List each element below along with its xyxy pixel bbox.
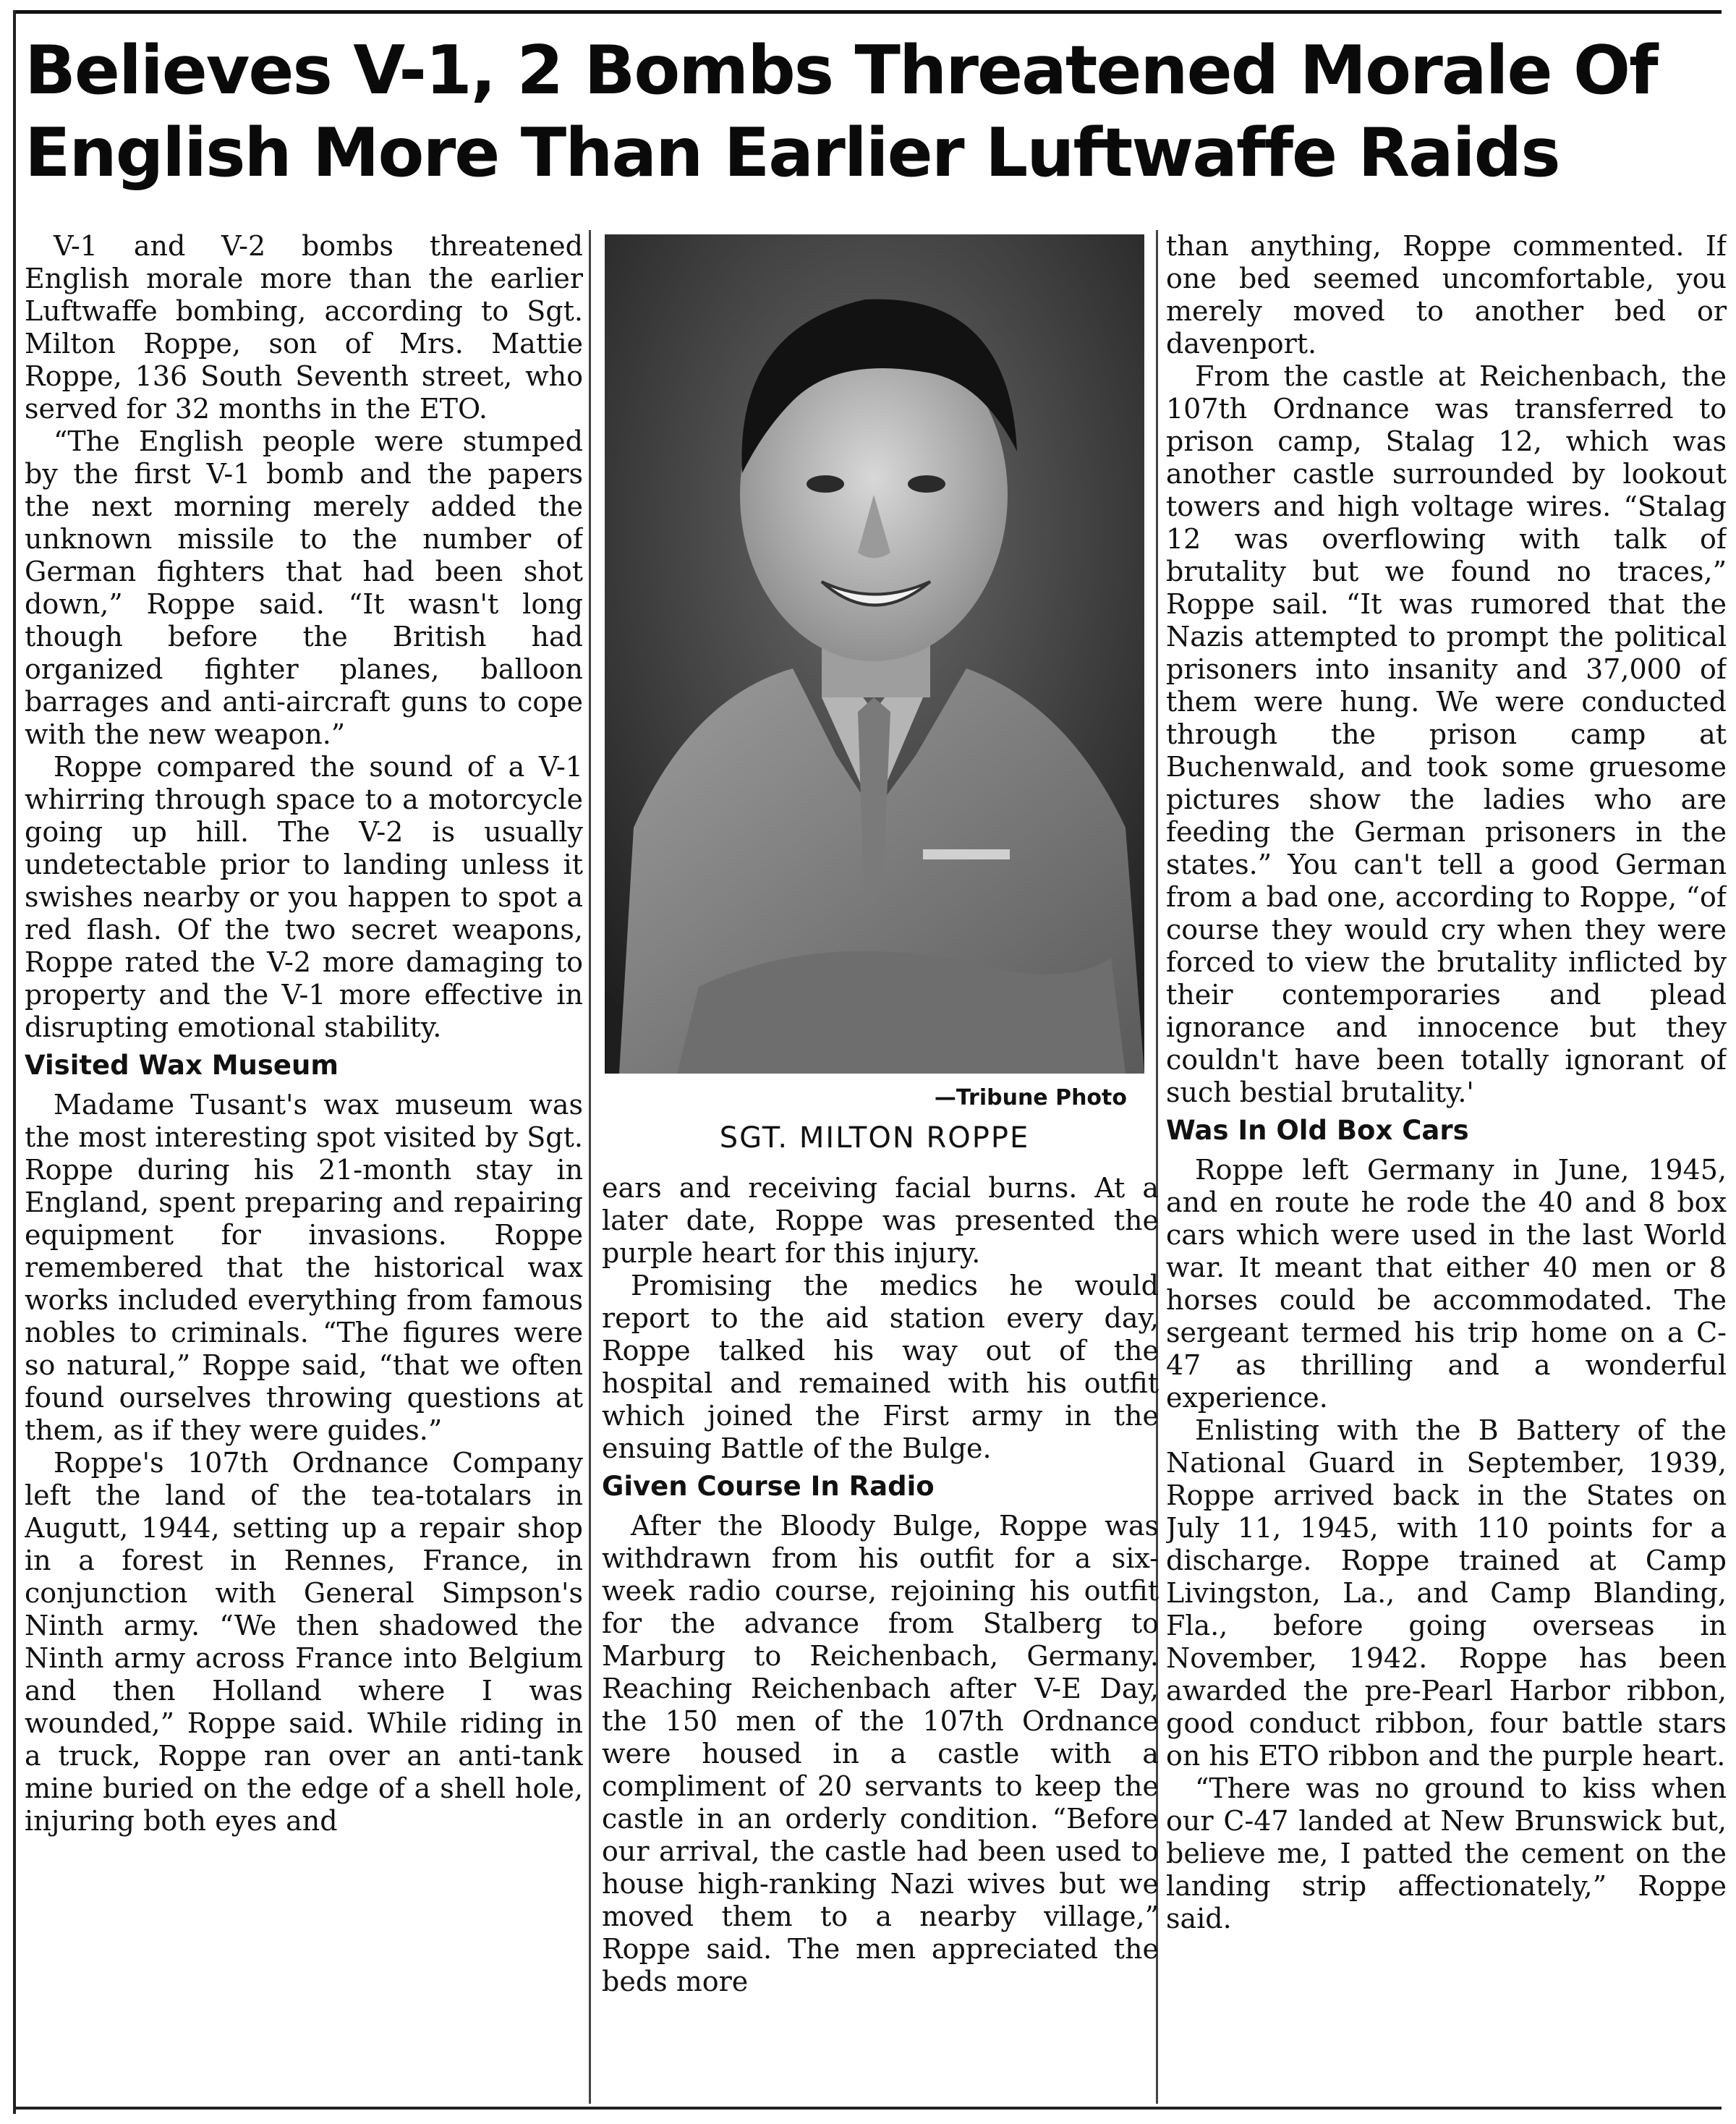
subheading: Given Course In Radio — [602, 1471, 935, 1502]
paragraph: “There was no ground to kiss when our C-47 landed at New Brunswick but, believe me, I patted the cement on the landing strip affectionately,” Roppe said. — [1166, 1772, 1727, 1934]
paragraph: Madame Tusant's wax museum was the most interesting spot visited by Sgt. Roppe during his 21-month stay in England, spent preparing and repairing equipment for invasions. Roppe remembered that the historical wax works included everything from famous nobles to criminals. “The figures were so natural,” Roppe said, “that we often found ourselves throwing questions at them, as if they were guides.” — [25, 1089, 583, 1446]
left-border-rule — [13, 10, 16, 2114]
paragraph: Promising the medics he would report to the aid station every day, Roppe talked his way out of the hospital and remained with his outfit which joined the First army in the ensuing Battle of the Bulge. — [602, 1270, 1159, 1464]
subheading: Visited Wax Museum — [25, 1050, 339, 1081]
paragraph: than anything, Roppe commented. If one bed seemed uncomfortable, you merely moved to another bed or davenport. — [1166, 230, 1727, 360]
paragraph: “The English people were stumped by the first V-1 bomb and the papers the next morning merely added the unknown missile to the number of German fighters that had been shot down,” Roppe said. “It wasn't long though before the British had organized fighter planes, balloon barrages and anti-aircraft guns to cope with the new weapon.” — [25, 425, 583, 750]
article-column-2 — [602, 1172, 1159, 2105]
paragraph: V-1 and V-2 bombs threatened English morale more than the earlier Luftwaffe bombing, according to Sgt. Milton Roppe, son of Mrs. Mattie Roppe, 136 South Seventh street, who served for 32 months in the ETO. — [25, 230, 583, 425]
article-column-1 — [25, 230, 583, 2104]
headline: Believes V-1, 2 Bombs Threatened Morale Of English More Than Earlier Luftwaffe Raids — [25, 31, 1657, 192]
subheading: Was In Old Box Cars — [1166, 1115, 1469, 1146]
paragraph: ears and receiving facial burns. At a later date, Roppe was presented the purple heart for this injury. — [602, 1172, 1159, 1269]
soldier-portrait-image — [605, 234, 1144, 1074]
paragraph: Enlisting with the B Battery of the National Guard in September, 1939, Roppe arrived back in the States on July 11, 1945, with 110 points for a discharge. Roppe trained at Camp Livingston, La., and Camp Blanding, Fla., before going overseas in November, 1942. Roppe has been awarded the pre-Pearl Harbor ribbon, good conduct ribbon, four battle stars on his ETO ribbon and the purple heart. — [1166, 1414, 1727, 1772]
photo-frame — [605, 234, 1144, 1074]
column-divider — [589, 230, 591, 2104]
photo-caption: SGT. MILTON ROPPE — [719, 1121, 1030, 1155]
paragraph: Roppe's 107th Ordnance Company left the land of the tea-totalars in Augutt, 1944, setting up a repair shop in a forest in Rennes, France, in conjunction with General Simpson's Ninth army. “We then shadowed the Ninth army across France into Belgium and then Holland where I was wounded,” Roppe said. While riding in a truck, Roppe ran over an anti-tank mine buried on the edge of a shell hole, injuring both eyes and — [25, 1447, 583, 1837]
top-border-rule — [13, 10, 1722, 14]
paragraph: After the Bloody Bulge, Roppe was withdrawn from his outfit for a six-week radio course, rejoining his outfit for the advance from Stalberg to Marburg to Reichenbach, Germany. Reaching Reichenbach after V-E Day, the 150 men of the 107th Ordnance were housed in a castle with a compliment of 20 servants to keep the castle in an orderly condition. “Before our arrival, the castle had been used to house high-ranking Nazi wives but we moved them to a nearby village,” Roppe said. The men appreciated the beds more — [602, 1510, 1159, 1997]
bottom-border-rule — [13, 2107, 1722, 2110]
paragraph: Roppe compared the sound of a V-1 whirring through space to a motorcycle going up hill. The V-2 is usually undetectable prior to landing unless it swishes nearby or you happen to spot a red flash. Of the two secret weapons, Roppe rated the V-2 more damaging to property and the V-1 more effective in disrupting emotional stability. — [25, 751, 583, 1043]
portrait-photo — [605, 234, 1144, 1074]
article-column-3 — [1166, 230, 1727, 2104]
paragraph: Roppe left Germany in June, 1945, and en route he rode the 40 and 8 box cars which were used in the last World war. It meant that either 40 men or 8 horses could be accommodated. The sergeant termed his trip home on a C-47 as thrilling and a wonderful experience. — [1166, 1154, 1727, 1414]
paragraph: From the castle at Reichenbach, the 107th Ordnance was transferred to prison camp, Stalag 12, which was another castle surrounded by lookout towers and high voltage wires. “Stalag 12 was overflowing with talk of brutality but we found no traces,” Roppe sail. “It was rumored that the Nazis attempted to prompt the political prisoners into insanity and 37,000 of them were hung. We were conducted through the prison camp at Buchenwald, and took some gruesome pictures show the ladies who are feeding the German prisoners in the states.” You can't tell a good German from a bad one, according to Roppe, “of course they would cry when they were forced to view the brutality inflicted by their contemporaries and plead ignorance and innocence but they couldn't have been totally ignorant of such bestial brutality.' — [1166, 360, 1727, 1108]
photo-credit: —Tribune Photo — [934, 1085, 1127, 1110]
